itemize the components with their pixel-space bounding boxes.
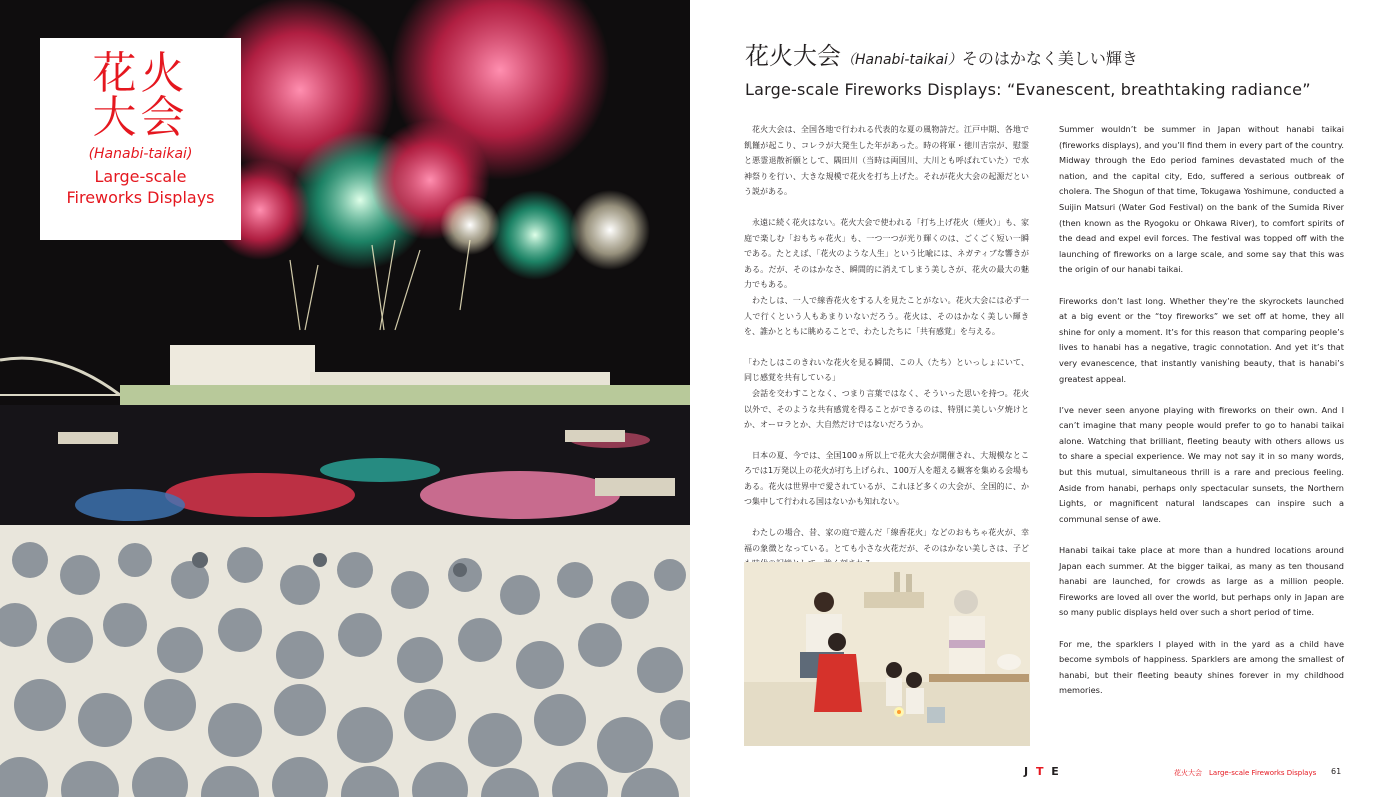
title-english-line1: Large-scale [94, 167, 187, 186]
title-english [40, 166, 241, 208]
jp-paragraph: 会話を交わすことなく、つまり言葉ではなく、そういった思いを持つ。花火以外で、そのような共有感覚を得ることができるのは、特別に美しい夕焼けとか、オーロラとか、大自然だけではないだろうか。 [744, 388, 1029, 430]
boat [565, 430, 625, 442]
text-page [690, 0, 1380, 797]
sparkler-illustration [744, 562, 1030, 746]
title-english-line2: Fireworks Displays [66, 188, 215, 207]
boat [58, 432, 118, 444]
figure-woman-red [828, 633, 846, 651]
title-kanji [40, 48, 241, 143]
title-box [40, 38, 241, 240]
title-romaji: (Hanabi-taikai) [88, 146, 193, 162]
japanese-heading [745, 36, 1138, 71]
page-number: 61 [1331, 767, 1342, 776]
title-kanji-line1: 花火 [92, 48, 189, 99]
logo-letter-j: J [1024, 765, 1031, 778]
jp-paragraph: 花火大会は、全国各地で行われる代表的な夏の風物詩だ。江戸中期、各地で飢饉が起こり、コレラが大発生した年があった。時の将軍・徳川吉宗が、慰霊と悪霊退散祈願として、隅田川（当時は両国川、大川とも呼ばれていた）で水神祭りを行い、大きな規模で花火を打ち上げた。それが花火大会の起源だという説がある。 [744, 125, 1029, 197]
bucket [927, 707, 945, 723]
heading-jp-sub: そのはかなく美しい輝き [961, 49, 1138, 68]
figure-man [814, 592, 834, 612]
english-column [1059, 122, 1344, 715]
en-paragraph: Hanabi taikai take place at more than a hundred locations around Japan each summer. At the bigger taikai, as many as ten thousand hanabi are launched, for crowds as large as a million people. Fireworks are loved all over the world, but perhaps only in Japan are so many public displays held over such a short period of time. [1059, 545, 1344, 618]
logo-letter-e: E [1051, 765, 1061, 778]
family-sparklers-image [744, 562, 1030, 746]
heading-jp-main: 花火大会 [745, 42, 841, 70]
figure-grandmother [954, 590, 978, 614]
footer-section-title: 花火大会 Large-scale Fireworks Displays [1174, 769, 1317, 777]
jp-paragraph: 永遠に続く花火はない。花火大会で使われる「打ち上げ花火（煙火）」も、家庭で楽しむ「おもちゃ花火」も、一つ一つが光り輝くのは、ごくごく短い一瞬である。たとえば、「花火のような人生」という比喩には、ネガティブな響きがある。だが、そのはかなさ、瞬間的に消えてしまう美しさが、花火の最大の魅力でもある。 [744, 217, 1029, 290]
riverbank-trees [120, 385, 690, 407]
jte-logo [1024, 765, 1061, 778]
logo-letter-t: T [1035, 765, 1046, 778]
jp-paragraph: わたしの場合、昔、家の庭で遊んだ「線香花火」などのおもちゃ花火が、幸福の象徴となっている。とても小さな火花だが、そのはかない美しさは、子ど [744, 528, 1029, 553]
japanese-column [744, 122, 1029, 587]
firework-burst-white [440, 195, 500, 255]
en-paragraph: Fireworks don’t last long. Whether they’re the skyrockets launched at a big event or the “toy fireworks” we set off at home, they all shine for only a moment. It’s for this reason that comparing people’s lives to hanabi has a negative, tragic connotation. And yet it’s that very evanescence, that instantly vanishing beauty, that is hanabi’s greatest appeal. [1059, 295, 1344, 384]
firework-burst-teal [490, 190, 580, 280]
jp-paragraph: わたしは、一人で線香花火をする人を見たことがない。花火大会には必ず一人で行くという人もあまりいないだろう。花火は、そのはかなく美しい輝きを、誰かとともに眺めることで、わたしたちに「共有感覚」を与える。 [744, 295, 1029, 337]
figure-child [886, 662, 902, 678]
english-heading: Large-scale Fireworks Displays: “Evanescent, breathtaking radiance” [745, 80, 1311, 99]
firework-burst-white [570, 190, 650, 270]
en-paragraph: I’ve never seen anyone playing with fireworks on their own. And I can’t imagine that many people would prefer to go to hanabi taikai alone. Watching that brilliant, fleeting beauty with others allows us to share a special experience. We may not say it in so many words, but this mutual, simultaneous thrill is a rare and precious feeling. Aside from hanabi, perhaps only spectacular sunsets, the Northern Lights, or magnificent natural landscapes can inspire such a communal sense of awe. [1059, 404, 1344, 524]
cat [997, 654, 1021, 670]
heading-romaji: （Hanabi-taikai） [841, 52, 962, 68]
jp-paragraph: 日本の夏、今では、全国100ヵ所以上で花火大会が開催され、大規模なところでは1万発以上の花火が打ち上げられ、100万人を超える観客を集める会場もある。花火は世界中で愛されているが、これほど多くの大会が、全国的に、かつ集中して行われる国はないかも知れない。 [744, 450, 1029, 507]
jp-quote: 「わたしはこのきれいな花火を見る瞬間、この人（たち）といっしょにいて、同じ感覚を共有している」 [744, 357, 1029, 383]
boat [595, 478, 675, 496]
title-kanji-line2: 大会 [92, 92, 189, 143]
en-paragraph: Summer wouldn’t be summer in Japan without hanabi taikai (fireworks displays), and you’ll find them in every part of the country. Midway through the Edo period famines devastated much of the nation, and the capital city, Edo, suffered a serious outbreak of cholera. The Shogun of that time, Tokugawa Yoshimune, conducted a Suijin Matsuri (Water God Festival) on the bank of the Sumida River (then known as the Ryogoku or Ohkawa River), to comfort spirits of the dead and expel evil forces. The festival was topped off with the launching of fireworks on a large scale, and some say that this was the origin of our hanabi taikai. [1059, 124, 1344, 275]
en-paragraph: For me, the sparklers I played with in the yard as a child have become symbols of happiness. Sparklers are among the smallest of hanabi, but their fleeting beauty shines forever in my childhood memories. [1059, 638, 1344, 696]
